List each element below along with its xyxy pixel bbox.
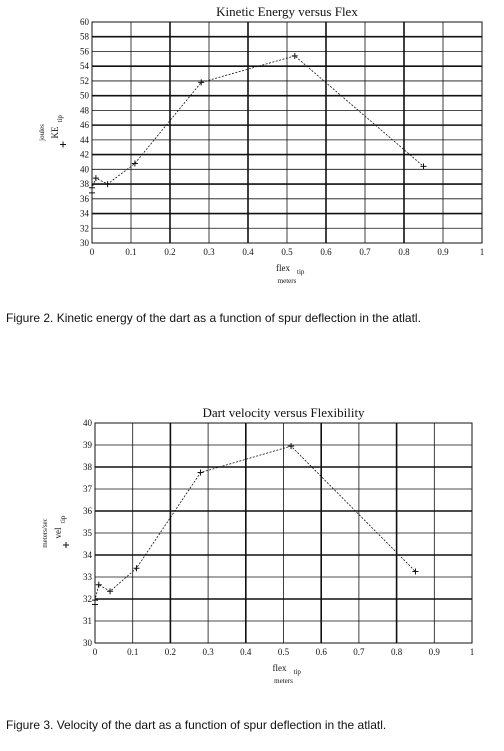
x-tick-label: 0.3 bbox=[203, 247, 215, 257]
x-axis-label: flex bbox=[272, 663, 287, 673]
x-axis-label-sub: tip bbox=[297, 268, 305, 276]
x-axis-label-group bbox=[273, 663, 302, 685]
y-tick-label: 39 bbox=[83, 440, 92, 450]
y-tick-label: 31 bbox=[83, 616, 92, 626]
x-tick-label: 0.9 bbox=[437, 247, 449, 257]
x-axis-label-sub: tip bbox=[293, 668, 301, 676]
y-tick-label: 34 bbox=[80, 208, 89, 219]
y-tick-label: 60 bbox=[80, 17, 89, 27]
x-axis-label: flex bbox=[276, 263, 290, 273]
y-tick-label: 40 bbox=[80, 164, 89, 175]
x-tick-label: 0.7 bbox=[353, 647, 365, 657]
x-tick-label: 0.8 bbox=[398, 247, 410, 257]
y-axis-label: KE bbox=[50, 126, 60, 139]
x-axis-units: meters bbox=[274, 677, 293, 685]
y-axis-symbol-group bbox=[53, 515, 67, 538]
y-axis-label-sub: tip bbox=[59, 515, 67, 523]
y-tick-label: 32 bbox=[83, 594, 92, 604]
x-tick-label: 1 bbox=[479, 247, 485, 257]
y-axis-label-sub: tip bbox=[56, 115, 64, 123]
y-axis-units: joules bbox=[38, 124, 46, 141]
y-tick-label: 38 bbox=[80, 179, 89, 190]
x-tick-label: 0 bbox=[92, 647, 98, 657]
x-tick-label: 0.3 bbox=[202, 647, 214, 657]
x-tick-label: 0.4 bbox=[242, 247, 254, 257]
x-tick-label: 0.6 bbox=[320, 247, 332, 257]
y-axis-symbol-group bbox=[50, 115, 64, 139]
y-tick-label: 40 bbox=[83, 418, 92, 428]
x-axis-label-group bbox=[276, 263, 305, 285]
y-tick-label: 36 bbox=[83, 506, 92, 516]
x-axis-units: meters bbox=[277, 277, 297, 285]
y-tick-label: 58 bbox=[80, 31, 89, 42]
data-point bbox=[96, 582, 102, 588]
y-tick-label: 54 bbox=[80, 61, 89, 72]
y-tick-label: 56 bbox=[80, 46, 89, 57]
y-tick-label: 30 bbox=[83, 638, 92, 648]
y-axis-label-group bbox=[38, 124, 46, 142]
series-line bbox=[95, 446, 415, 604]
x-tick-label: 0.4 bbox=[240, 647, 252, 657]
data-point bbox=[105, 181, 111, 187]
x-tick-label: 0.1 bbox=[125, 247, 137, 257]
y-tick-label: 33 bbox=[83, 572, 92, 582]
chart-title: Kinetic Energy versus Flex bbox=[216, 4, 358, 19]
y-tick-label: 36 bbox=[80, 193, 89, 204]
x-tick-label: 0.1 bbox=[127, 647, 139, 657]
y-axis-label-group bbox=[41, 518, 49, 548]
y-tick-label: 44 bbox=[80, 134, 89, 145]
x-tick-label: 0.9 bbox=[428, 647, 440, 657]
x-tick-label: 0.2 bbox=[164, 647, 177, 657]
y-tick-label: 46 bbox=[80, 120, 89, 131]
y-axis-label: vel bbox=[53, 527, 63, 539]
kinetic-energy-chart bbox=[0, 0, 504, 300]
chart-title: Dart velocity versus Flexibility bbox=[202, 405, 365, 420]
data-point bbox=[132, 160, 138, 166]
x-tick-label: 0.5 bbox=[277, 647, 290, 657]
legend-marker bbox=[60, 142, 66, 148]
x-tick-label: 1 bbox=[469, 647, 475, 657]
y-tick-label: 50 bbox=[80, 90, 89, 101]
y-tick-label: 34 bbox=[83, 550, 92, 560]
y-tick-label: 38 bbox=[83, 462, 92, 472]
data-point bbox=[89, 190, 95, 196]
dart-velocity-chart bbox=[0, 400, 504, 710]
y-tick-label: 30 bbox=[80, 238, 89, 248]
y-tick-label: 48 bbox=[80, 105, 89, 116]
y-axis-units: meters/sec bbox=[41, 518, 49, 548]
x-tick-label: 0 bbox=[89, 247, 95, 257]
x-tick-label: 0.7 bbox=[359, 247, 371, 257]
figure2-caption: Figure 2. Kinetic energy of the dart as a function of spur deflection in the atlatl. bbox=[6, 311, 421, 325]
y-tick-label: 35 bbox=[83, 528, 92, 538]
y-tick-label: 37 bbox=[83, 484, 92, 494]
data-point bbox=[89, 185, 95, 191]
x-tick-label: 0.8 bbox=[390, 647, 403, 657]
x-tick-label: 0.6 bbox=[315, 647, 327, 657]
figure3-caption: Figure 3. Velocity of the dart as a function of spur deflection in the atlatl. bbox=[6, 718, 387, 732]
legend-marker bbox=[63, 542, 69, 548]
data-point bbox=[198, 470, 204, 476]
y-tick-label: 42 bbox=[80, 149, 89, 160]
x-tick-label: 0.2 bbox=[164, 247, 176, 257]
data-point bbox=[133, 565, 139, 571]
y-tick-label: 32 bbox=[80, 223, 89, 234]
y-tick-label: 52 bbox=[80, 75, 89, 86]
data-point bbox=[92, 597, 98, 603]
x-tick-label: 0.5 bbox=[281, 247, 293, 257]
data-point bbox=[93, 175, 99, 181]
